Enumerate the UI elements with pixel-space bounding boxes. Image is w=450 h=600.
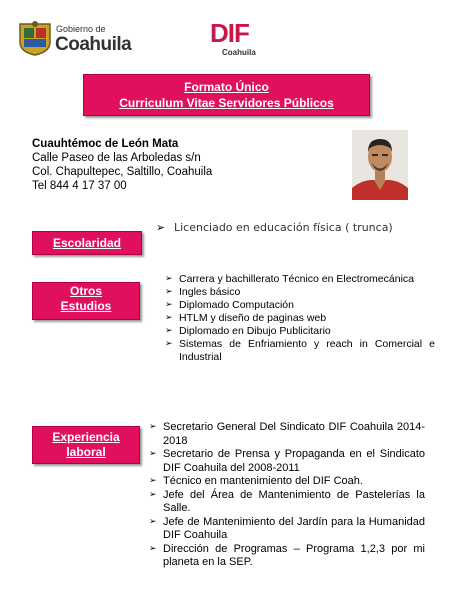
escolaridad-label: Escolaridad: [32, 231, 142, 255]
list-item: ➢ Diplomado Computación: [165, 299, 435, 312]
experiencia-laboral-list: [149, 421, 425, 570]
gobierno-label: Gobierno de: [56, 24, 106, 34]
list-item: ➢ Secretario General Del Sindicato DIF Coahuila 2014-2018: [149, 421, 425, 448]
list-item: ➢ Licenciado en educación física ( trunca): [156, 221, 426, 234]
list-item: ➢ HTLM y diseño de paginas web: [165, 312, 435, 325]
list-item: ➢ Carrera y bachillerato Técnico en Electromecánica: [165, 273, 435, 286]
list-item: ➢ Secretario de Prensa y Propaganda en el Sindicato DIF Coahuila del 2008-2011: [149, 448, 425, 475]
dif-coahuila-logo: [208, 18, 264, 60]
escolaridad-list: [156, 221, 426, 234]
list-item: ➢ Sistemas de Enfriamiento y reach in Comercial e Industrial: [165, 338, 435, 364]
list-item: ➢ Jefe de Mantenimiento del Jardín para la Humanidad DIF Coahuila: [149, 516, 425, 543]
otros-estudios-list: [165, 273, 435, 364]
phone: Tel 844 4 17 37 00: [32, 180, 127, 192]
experiencia-laboral-label: [32, 426, 140, 464]
otros-label-line-2: Estudios: [60, 299, 112, 313]
list-item: ➢ Dirección de Programas – Programa 1,2,3 por mi planeta en la SEP.: [149, 543, 425, 570]
address-line-1: Calle Paseo de las Arboledas s/n: [32, 152, 201, 164]
title-line-1: Formato Único: [184, 80, 269, 94]
personal-info: [32, 137, 212, 193]
gobierno-coahuila-logo: [18, 20, 136, 56]
title-banner: [83, 74, 370, 116]
title-line-2: Curriculum Vitae Servidores Públicos: [119, 96, 334, 110]
list-item: ➢ Técnico en mantenimiento del DIF Coah.: [149, 475, 425, 489]
otros-label-line-1: Otros: [69, 284, 102, 298]
list-item: ➢ Ingles básico: [165, 286, 435, 299]
experiencia-label-line-2: laboral: [66, 445, 106, 459]
dif-sub-label: Coahuila: [222, 48, 256, 57]
dif-wordmark: DIF: [210, 18, 249, 48]
list-item: ➢ Jefe del Área de Mantenimiento de Pastelerías la Salle.: [149, 489, 425, 516]
coat-of-arms-icon: [18, 20, 52, 56]
list-item: ➢ Diplomado en Dibujo Publicitario: [165, 325, 435, 338]
person-name: Cuauhtémoc de León Mata: [32, 138, 179, 150]
profile-photo: [352, 130, 408, 200]
coahuila-label: Coahuila: [55, 34, 132, 55]
otros-estudios-label: [32, 282, 140, 320]
experiencia-label-line-1: Experiencia: [52, 430, 120, 444]
address-line-2: Col. Chapultepec, Saltillo, Coahuila: [32, 166, 213, 178]
